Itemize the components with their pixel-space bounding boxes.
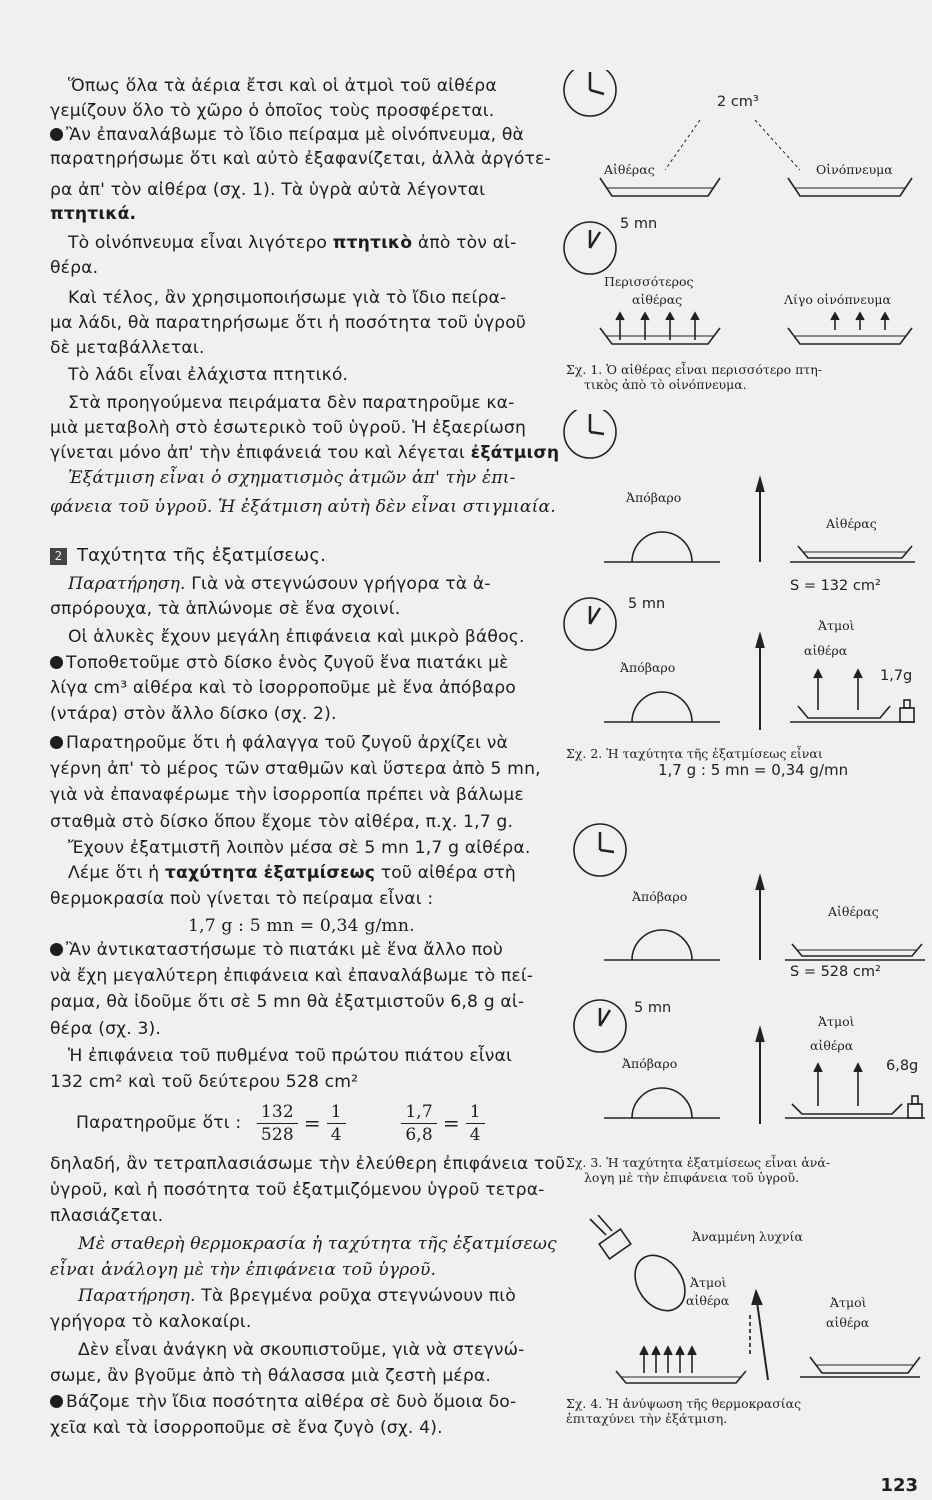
area-label: S = 528 cm²	[790, 964, 881, 980]
text-line: θέρα (σχ. 3).	[50, 1019, 162, 1039]
label-vapour-1: Ἀτμοὶ	[818, 618, 855, 633]
text-line: θέρα.	[50, 258, 99, 278]
dish-ether-evaporating	[600, 313, 720, 344]
definition-line: φάνεια τοῦ ὑγροῦ. Ἡ ἐξάτμιση αὐτὴ δὲν εἶναι στιγμιαία.	[50, 497, 556, 517]
text-line: σπρόρουχα, τὰ ἁπλώνομε σὲ ἕνα σχοινί.	[50, 599, 401, 619]
mass-label: 6,8g	[886, 1058, 919, 1074]
label-tare: Ἀπόβαρο	[632, 889, 688, 904]
fraction-1-4b: $\frac{1}{4}$	[466, 1101, 485, 1146]
clock-icon	[564, 410, 616, 458]
bulb-icon	[590, 1215, 695, 1320]
page-number: 123	[880, 1475, 918, 1496]
fraction-17-68: $\frac{1,7}{6,8}$	[401, 1101, 437, 1146]
text-line: παρατηρήσωμε ὅτι καὶ αὐτὸ ἐξαφανίζεται, ἀλλὰ ἀργότε-	[50, 149, 551, 169]
volume-label: 2 cm³	[717, 94, 759, 110]
dish-alcohol	[788, 178, 912, 196]
label-vapour-l2: αἰθέρα	[686, 1293, 730, 1308]
label-more-ether-2: αἰθέρας	[632, 292, 683, 307]
figure-1-caption: Σχ. 1. Ὁ αἰθέρας εἶναι περισσότερο πτη- τικὸς ἀπὸ τὸ οἰνόπνευμα.	[566, 362, 822, 392]
definition-line: Ἐξάτμιση εἶναι ὁ σχηματισμὸς ἀτμῶν ἀπ' τὴν ἐπι-	[68, 468, 516, 488]
text-line: γιὰ νὰ ἐπαναφέρωμε τὴν ἰσορροπία πρέπει νὰ βάλωμε	[50, 785, 524, 805]
bullet-icon	[50, 943, 63, 956]
figure-4	[560, 1215, 932, 1400]
label-more-ether: Περισσότερος	[604, 274, 694, 289]
area-label: S = 132 cm²	[790, 578, 881, 594]
text-line: χεῖα καὶ τὰ ἰσορροποῦμε σὲ ἕνα ζυγὸ (σχ. 4).	[50, 1418, 443, 1438]
text-line: Δὲν εἶναι ἀνάγκη νὰ σκουπιστοῦμε, γιὰ νὰ στεγνώ-	[78, 1340, 525, 1360]
time-label: 5 mn	[634, 1000, 672, 1016]
figure-1-drawing	[560, 70, 932, 400]
figure-1	[560, 70, 932, 400]
text-line: Στὰ προηγούμενα πειράματα δὲν παρατηροῦμε κα-	[68, 393, 515, 413]
text-line: Ἂν ἀντικαταστήσωμε τὸ πιατάκι μὲ ἕνα ἄλλο ποὺ	[50, 938, 503, 962]
text-line: σωμε, ἂν βγοῦμε ἀπὸ τὴ θάλασσα μιὰ ζεστὴ μέρα.	[50, 1366, 492, 1386]
label-vapour-r1: Ἀτμοὶ	[830, 1295, 867, 1310]
time-label: 5 mn	[620, 216, 658, 232]
bullet-icon	[50, 736, 63, 749]
text-line: γίνεται μόνο ἀπ' τὴν ἐπιφάνειά του καὶ λέγεται ἐξάτμιση	[50, 443, 560, 463]
figure-2	[560, 410, 932, 755]
rule-line: Μὲ σταθερὴ θερμοκρασία ἡ ταχύτητα τῆς ἐξατμίσεως	[78, 1234, 557, 1254]
text-line: θερμοκρασία ποὺ γίνεται τὸ πείραμα εἶναι :	[50, 889, 434, 909]
text-line: Βάζομε τὴν ἴδια ποσότητα αἰθέρα σὲ δυὸ ὅμοια δο-	[50, 1390, 516, 1414]
text-line: μιὰ μεταβολὴ στὸ ἐσωτερικὸ τοῦ ὑγροῦ. Ἡ ἐξαερίωση	[50, 418, 526, 438]
text-line: ραμα, θὰ ἰδοῦμε ὅτι σὲ 5 mn θὰ ἐξατμιστοῦν 6,8 g αἰ-	[50, 992, 525, 1012]
label-tare: Ἀπόβαρο	[626, 490, 682, 505]
tare-weight	[632, 532, 692, 562]
figure-3-caption: Σχ. 3. Ἡ ταχύτητα ἐξατμίσεως εἶναι ἀνά- λογη μὲ τὴν ἐπιφάνεια τοῦ ὑγροῦ.	[566, 1155, 831, 1185]
bullet-icon	[50, 128, 63, 141]
bullet-icon	[50, 656, 63, 669]
text-line: ρα ἀπ' τὸν αἰθέρα (σχ. 1). Τὰ ὑγρὰ αὐτὰ λέγονται	[50, 180, 486, 200]
text-line: Ἂν ἐπαναλάβωμε τὸ ἴδιο πείραμα μὲ οἰνόπνευμα, θὰ	[50, 123, 524, 147]
figure-3	[560, 820, 932, 1145]
clock-icon	[574, 824, 626, 876]
rule-line: εἶναι ἀνάλογη μὲ τὴν ἐπιφάνεια τοῦ ὑγροῦ.	[50, 1260, 437, 1280]
text-line: Τὸ οἰνόπνευμα εἶναι λιγότερο πτητικὸ ἀπὸ τὸν αἰ-	[68, 233, 517, 253]
section-number: 2	[50, 548, 67, 565]
text-line: Ἔχουν ἐξατμιστῆ λοιπὸν μέσα σὲ 5 mn 1,7 g αἰθέρα.	[68, 838, 531, 858]
label-less-alcohol: Λίγο οἰνόπνευμα	[784, 292, 891, 307]
text-line: Παρατήρηση. Γιὰ νὰ στεγνώσουν γρήγορα τὰ ἀ-	[68, 574, 491, 594]
dish-alcohol-evaporating	[788, 313, 912, 344]
label-vapour-2: αἰθέρα	[804, 643, 848, 658]
label-ether: Αἰθέρας	[604, 162, 655, 177]
text-line: γεμίζουν ὅλο τὸ χῶρο ὁ ὁποῖος τοὺς προσφέρεται.	[50, 101, 495, 121]
fraction-1-4: $\frac{1}{4}$	[327, 1101, 346, 1146]
section-heading: 2 Ταχύτητα τῆς ἐξατμίσεως.	[50, 544, 326, 568]
text-line: ὑγροῦ, καὶ ἡ ποσότητα τοῦ ἐξατμιζόμενου ὑγροῦ τετρα-	[50, 1180, 545, 1200]
label-vapour-l1: Ἀτμοὶ	[690, 1275, 727, 1290]
text-line: λίγα cm³ αἰθέρα καὶ τὸ ἰσορροποῦμε μὲ ἕνα ἀπόβαρο	[50, 678, 516, 698]
text-line: γέρνη ἀπ' τὸ μέρος τῶν σταθμῶν καὶ ὕστερα ἀπὸ 5 mn,	[50, 759, 541, 779]
label-tare-2: Ἀπόβαρο	[620, 660, 676, 675]
time-label: 5 mn	[628, 596, 666, 612]
weight-icon	[908, 1104, 922, 1118]
dish-ether	[600, 178, 720, 196]
text-line: (ντάρα) στὸν ἄλλο δίσκο (σχ. 2).	[50, 704, 337, 724]
text-line: γρήγορα τὸ καλοκαίρι.	[50, 1312, 252, 1332]
weight-icon	[900, 708, 914, 722]
text-line: Καὶ τέλος, ἂν χρησιμοποιήσωμε γιὰ τὸ ἴδιο πείρα-	[68, 288, 507, 308]
clock-icon	[564, 70, 616, 116]
text-line: Τοποθετοῦμε στὸ δίσκο ἑνὸς ζυγοῦ ἕνα πιατάκι μὲ	[50, 651, 509, 675]
figure-2-caption: Σχ. 2. Ἡ ταχύτητα τῆς ἐξατμίσεως εἶναι 1,7 g : 5 mn = 0,34 g/mn	[566, 746, 849, 779]
mass-label: 1,7g	[880, 668, 913, 684]
bullet-icon	[50, 1395, 63, 1408]
label-alcohol: Οἰνόπνευμα	[816, 162, 893, 177]
clock-icon	[564, 222, 616, 274]
formula-line: 1,7 g : 5 mn = 0,34 g/mn.	[188, 916, 415, 936]
term-volatile: πτητικά.	[50, 204, 137, 224]
text-line: Παρατήρηση. Τὰ βρεγμένα ροῦχα στεγνώνουν πιὸ	[78, 1286, 516, 1306]
label-ether: Αἰθέρας	[828, 904, 879, 919]
clock-icon	[574, 1000, 626, 1052]
figure-4-caption: Σχ. 4. Ἡ ἀνύψωση τῆς θερμοκρασίας ἐπιταχύνει τὴν ἐξάτμιση.	[566, 1396, 802, 1426]
label-vapour-2: αἰθέρα	[810, 1038, 854, 1053]
text-line: Ὅπως ὅλα τὰ ἀέρια ἔτσι καὶ οἱ ἀτμοὶ τοῦ αἰθέρα	[68, 76, 497, 96]
text-line: Οἱ ἁλυκὲς ἔχουν μεγάλη ἐπιφάνεια καὶ μικρὸ βάθος.	[68, 627, 525, 647]
text-line: Ἡ ἐπιφάνεια τοῦ πυθμένα τοῦ πρώτου πιάτου εἶναι	[68, 1046, 513, 1066]
label-vapour-1: Ἀτμοὶ	[818, 1014, 855, 1029]
text-line: νὰ ἔχη μεγαλύτερη ἐπιφάνεια καὶ ἐπαναλάβωμε τὸ πεί-	[50, 966, 534, 986]
label-ether: Αἰθέρας	[826, 516, 877, 531]
text-line: δὲ μεταβάλλεται.	[50, 338, 205, 358]
text-line: πλασιάζεται.	[50, 1206, 164, 1226]
fraction-132-528: $\frac{132}{528}$	[257, 1101, 298, 1146]
figure-3-drawing	[560, 820, 932, 1145]
text-line: Παρατηροῦμε ὅτι ἡ φάλαγγα τοῦ ζυγοῦ ἀρχίζει νὰ	[50, 731, 508, 755]
text-line: 132 cm² καὶ τοῦ δεύτερου 528 cm²	[50, 1072, 359, 1092]
clock-icon	[564, 598, 616, 650]
label-vapour-r2: αἰθέρα	[826, 1315, 870, 1330]
text-line: δηλαδή, ἂν τετραπλασιάσωμε τὴν ἐλεύθερη ἐπιφάνεια τοῦ	[50, 1154, 566, 1174]
label-lamp: Ἀναμμένη λυχνία	[692, 1229, 803, 1244]
text-line: Τὸ λάδι εἶναι ἐλάχιστα πτητικό.	[68, 365, 349, 385]
text-line: μα λάδι, θὰ παρατηρήσωμε ὅτι ἡ ποσότητα τοῦ ὑγροῦ	[50, 313, 526, 333]
text-line: σταθμὰ στὸ δίσκο ὅπου ἔχομε τὸν αἰθέρα, π.χ. 1,7 g.	[50, 812, 514, 832]
text-line: Λέμε ὅτι ἡ ταχύτητα ἐξατμίσεως τοῦ αἰθέρα στὴ	[68, 863, 516, 883]
ratio-equation: Παρατηροῦμε ὅτι : $\frac{132}{528}$ = $\frac{1}{4}$ $\frac{1,7}{6,8}$ = $\frac{1}{4}$	[76, 1098, 485, 1148]
label-tare-2: Ἀπόβαρο	[622, 1056, 678, 1071]
